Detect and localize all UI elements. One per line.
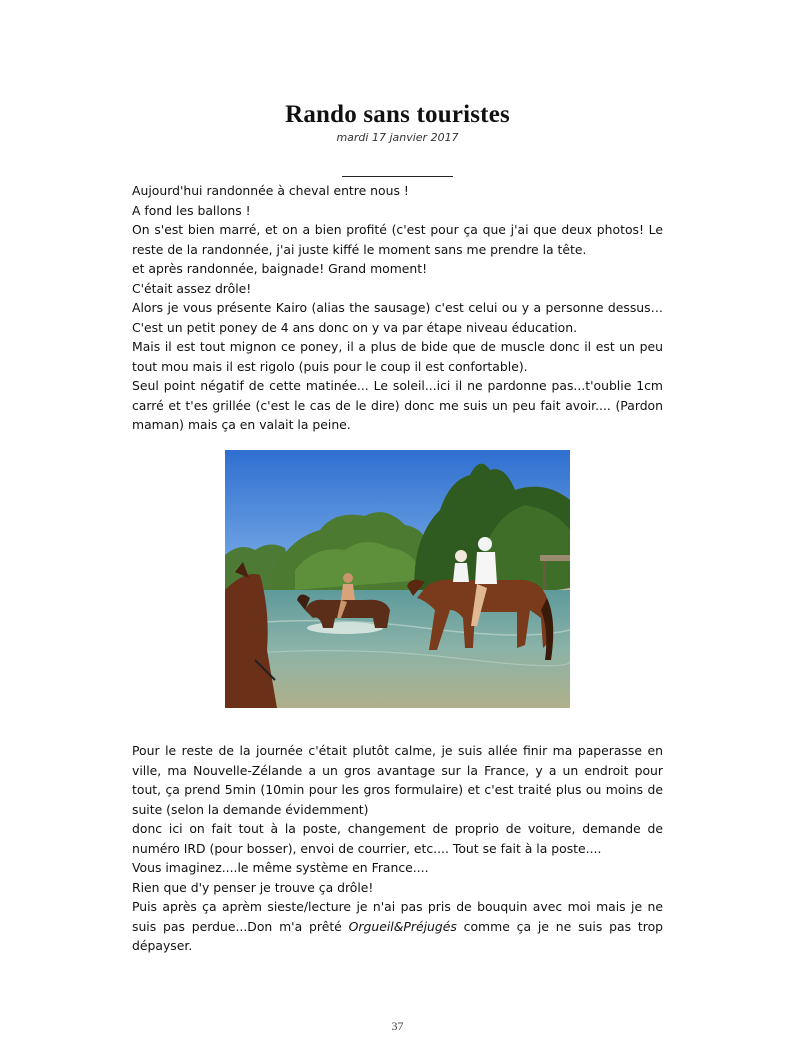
paragraph: et après randonnée, baignade! Grand moment! — [132, 261, 428, 276]
paragraph: C'était assez drôle! — [132, 280, 252, 296]
paragraph: donc ici on fait tout à la poste, changement de proprio de voiture, demande de numéro IRD (pour bosser), envoi de courrier, etc.... Tout se fait à la poste.... — [132, 821, 663, 856]
body-text-bottom — [132, 741, 663, 956]
paragraph: Seul point négatif de cette matinée... Le soleil...ici il ne pardonne pas...t'oublie 1cm carré et t'es grillée (c'est le cas de le dire) donc me suis un peu fait avoir.... (Pardon maman) mais ça en valait la peine. — [132, 378, 663, 432]
paragraph: Mais il est tout mignon ce poney, il a plus de bide que de muscle donc il est un peu tout mou mais il est rigolo (puis pour le coup il est confortable). — [132, 339, 663, 374]
page-number: 37 — [391, 1019, 404, 1033]
body-text-top — [132, 181, 663, 435]
paragraph: On s'est bien marré, et on a bien profité (c'est pour ça que j'ai que deux photos! Le reste de la randonnée, j'ai juste kiffé le moment sans me prendre la tête. — [132, 222, 663, 257]
book-title: Orgueil&Préjugés — [348, 918, 457, 934]
paragraph-text: Puis après ça aprèm sieste/lecture je n'ai pas pris de bouquin avec moi mais je ne suis pas perdue...Don m'a prêté — [132, 899, 663, 934]
paragraph — [132, 897, 663, 956]
paragraph: Aujourd'hui randonnée à cheval entre nous ! — [132, 183, 409, 198]
paragraph: Rien que d'y penser je trouve ça drôle! — [132, 879, 374, 895]
paragraph: Pour le reste de la journée c'était plutôt calme, je suis allée finir ma paperasse en ville, ma Nouvelle-Zélande a un gros avantage sur la France, y a un endroit pour tout, ça prend 5min (10min pour les gros formulaire) et c'est traité plus ou moins de suite (selon la demande évidemment) — [132, 743, 663, 817]
title-separator — [342, 176, 453, 177]
post-title: Rando sans touristes — [285, 101, 510, 128]
post-date: mardi 17 janvier 2017 — [336, 131, 459, 144]
paragraph: A fond les ballons ! — [132, 202, 251, 218]
paragraph-text: comme ça je ne suis pas trop dépayser. — [132, 918, 664, 953]
paragraph: Alors je vous présente Kairo (alias the sausage) c'est celui ou y a personne dessus… C'est un petit poney de 4 ans donc on y va par étape niveau éducation. — [132, 300, 663, 335]
horse-riding-photo — [225, 450, 570, 708]
paragraph: Vous imaginez....le même système en France.... — [132, 860, 429, 875]
